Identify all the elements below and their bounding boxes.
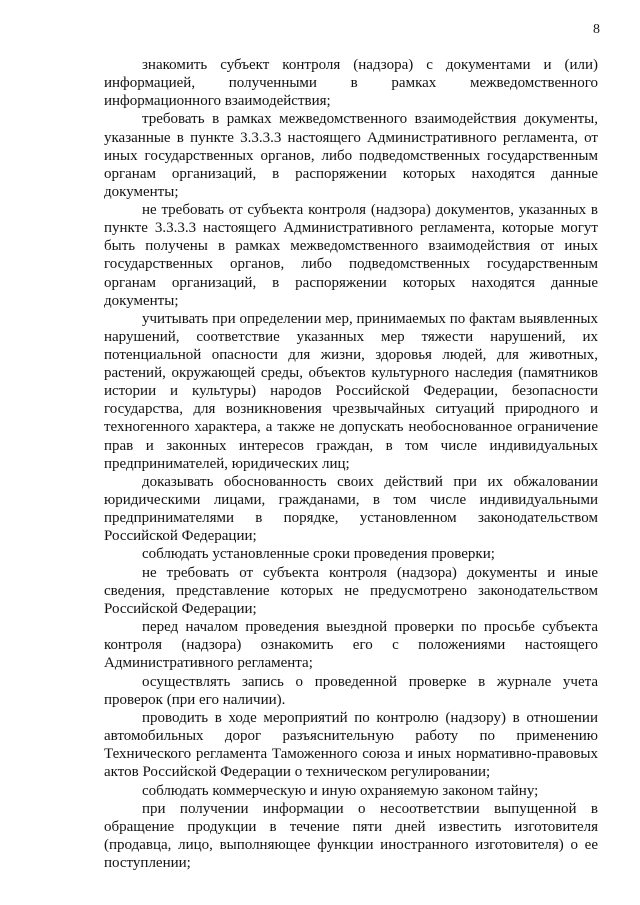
page-number: 8 <box>593 22 600 37</box>
paragraph-5: доказывать обоснованность своих действий при их обжаловании юридическими лицами, гражданами, в том числе индивидуальными предпринимателями в порядке, установленном законодательством Российской Федерации; <box>104 473 598 545</box>
paragraph-4: учитывать при определении мер, принимаемых по фактам выявленных нарушений, соответствие указанных мер тяжести нарушений, их потенциальной опасности для жизни, здоровья людей, для животных, растений, окружающей среды, объектов культурного наследия (памятников истории и культуры) народов Российской Федерации, безопасности государства, для возникновения чрезвычайных ситуаций природного и техногенного характера, а также не допускать необоснованное ограничение прав и законных интересов граждан, в том числе индивидуальных предпринимателей, юридических лиц; <box>104 310 598 472</box>
paragraph-12: при получении информации о несоответствии выпущенной в обращение продукции в течение пяти дней известить изготовителя (продавца, лицо, выполняющее функции иностранного изготовителя) о ее поступлении; <box>104 800 598 872</box>
document-body <box>104 56 598 872</box>
paragraph-2: требовать в рамках межведомственного взаимодействия документы, указанные в пункте 3.3.3.3 настоящего Административного регламента, от иных государственных органов, либо подведомственных государственным органам организаций, в распоряжении которых находятся данные документы; <box>104 111 598 200</box>
paragraph-7: не требовать от субъекта контроля (надзора) документы и иные сведения, представление которых не предусмотрено законодательством Российской Федерации; <box>104 564 598 617</box>
paragraph-10: проводить в ходе мероприятий по контролю (надзору) в отношении автомобильных дорог разъяснительную работу по применению Технического регламента Таможенного союза и иных нормативно-правовых актов Российской Федерации о техническом регулировании; <box>104 710 598 781</box>
paragraph-9: осуществлять запись о проведенной проверке в журнале учета проверок (при его наличии). <box>104 673 598 708</box>
paragraph-1: знакомить субъект контроля (надзора) с документами и (или) информацией, полученными в рамках межведомственного информационного взаимодействия; <box>104 57 598 110</box>
paragraph-6: соблюдать установленные сроки проведения проверки; <box>142 546 495 563</box>
paragraph-3: не требовать от субъекта контроля (надзора) документов, указанных в пункте 3.3.3.3 настоящего Административного регламента, которые могут быть получены в рамках межведомственного взаимодействия от иных государственных органов, либо подведомственных государственным органам организаций, в распоряжении которых находятся данные документы; <box>104 202 598 309</box>
paragraph-11: соблюдать коммерческую и иную охраняемую законом тайну; <box>142 782 539 799</box>
paragraph-8: перед началом проведения выездной проверки по просьбе субъекта контроля (надзора) ознакомить его с положениями настоящего Административного регламента; <box>104 619 598 672</box>
